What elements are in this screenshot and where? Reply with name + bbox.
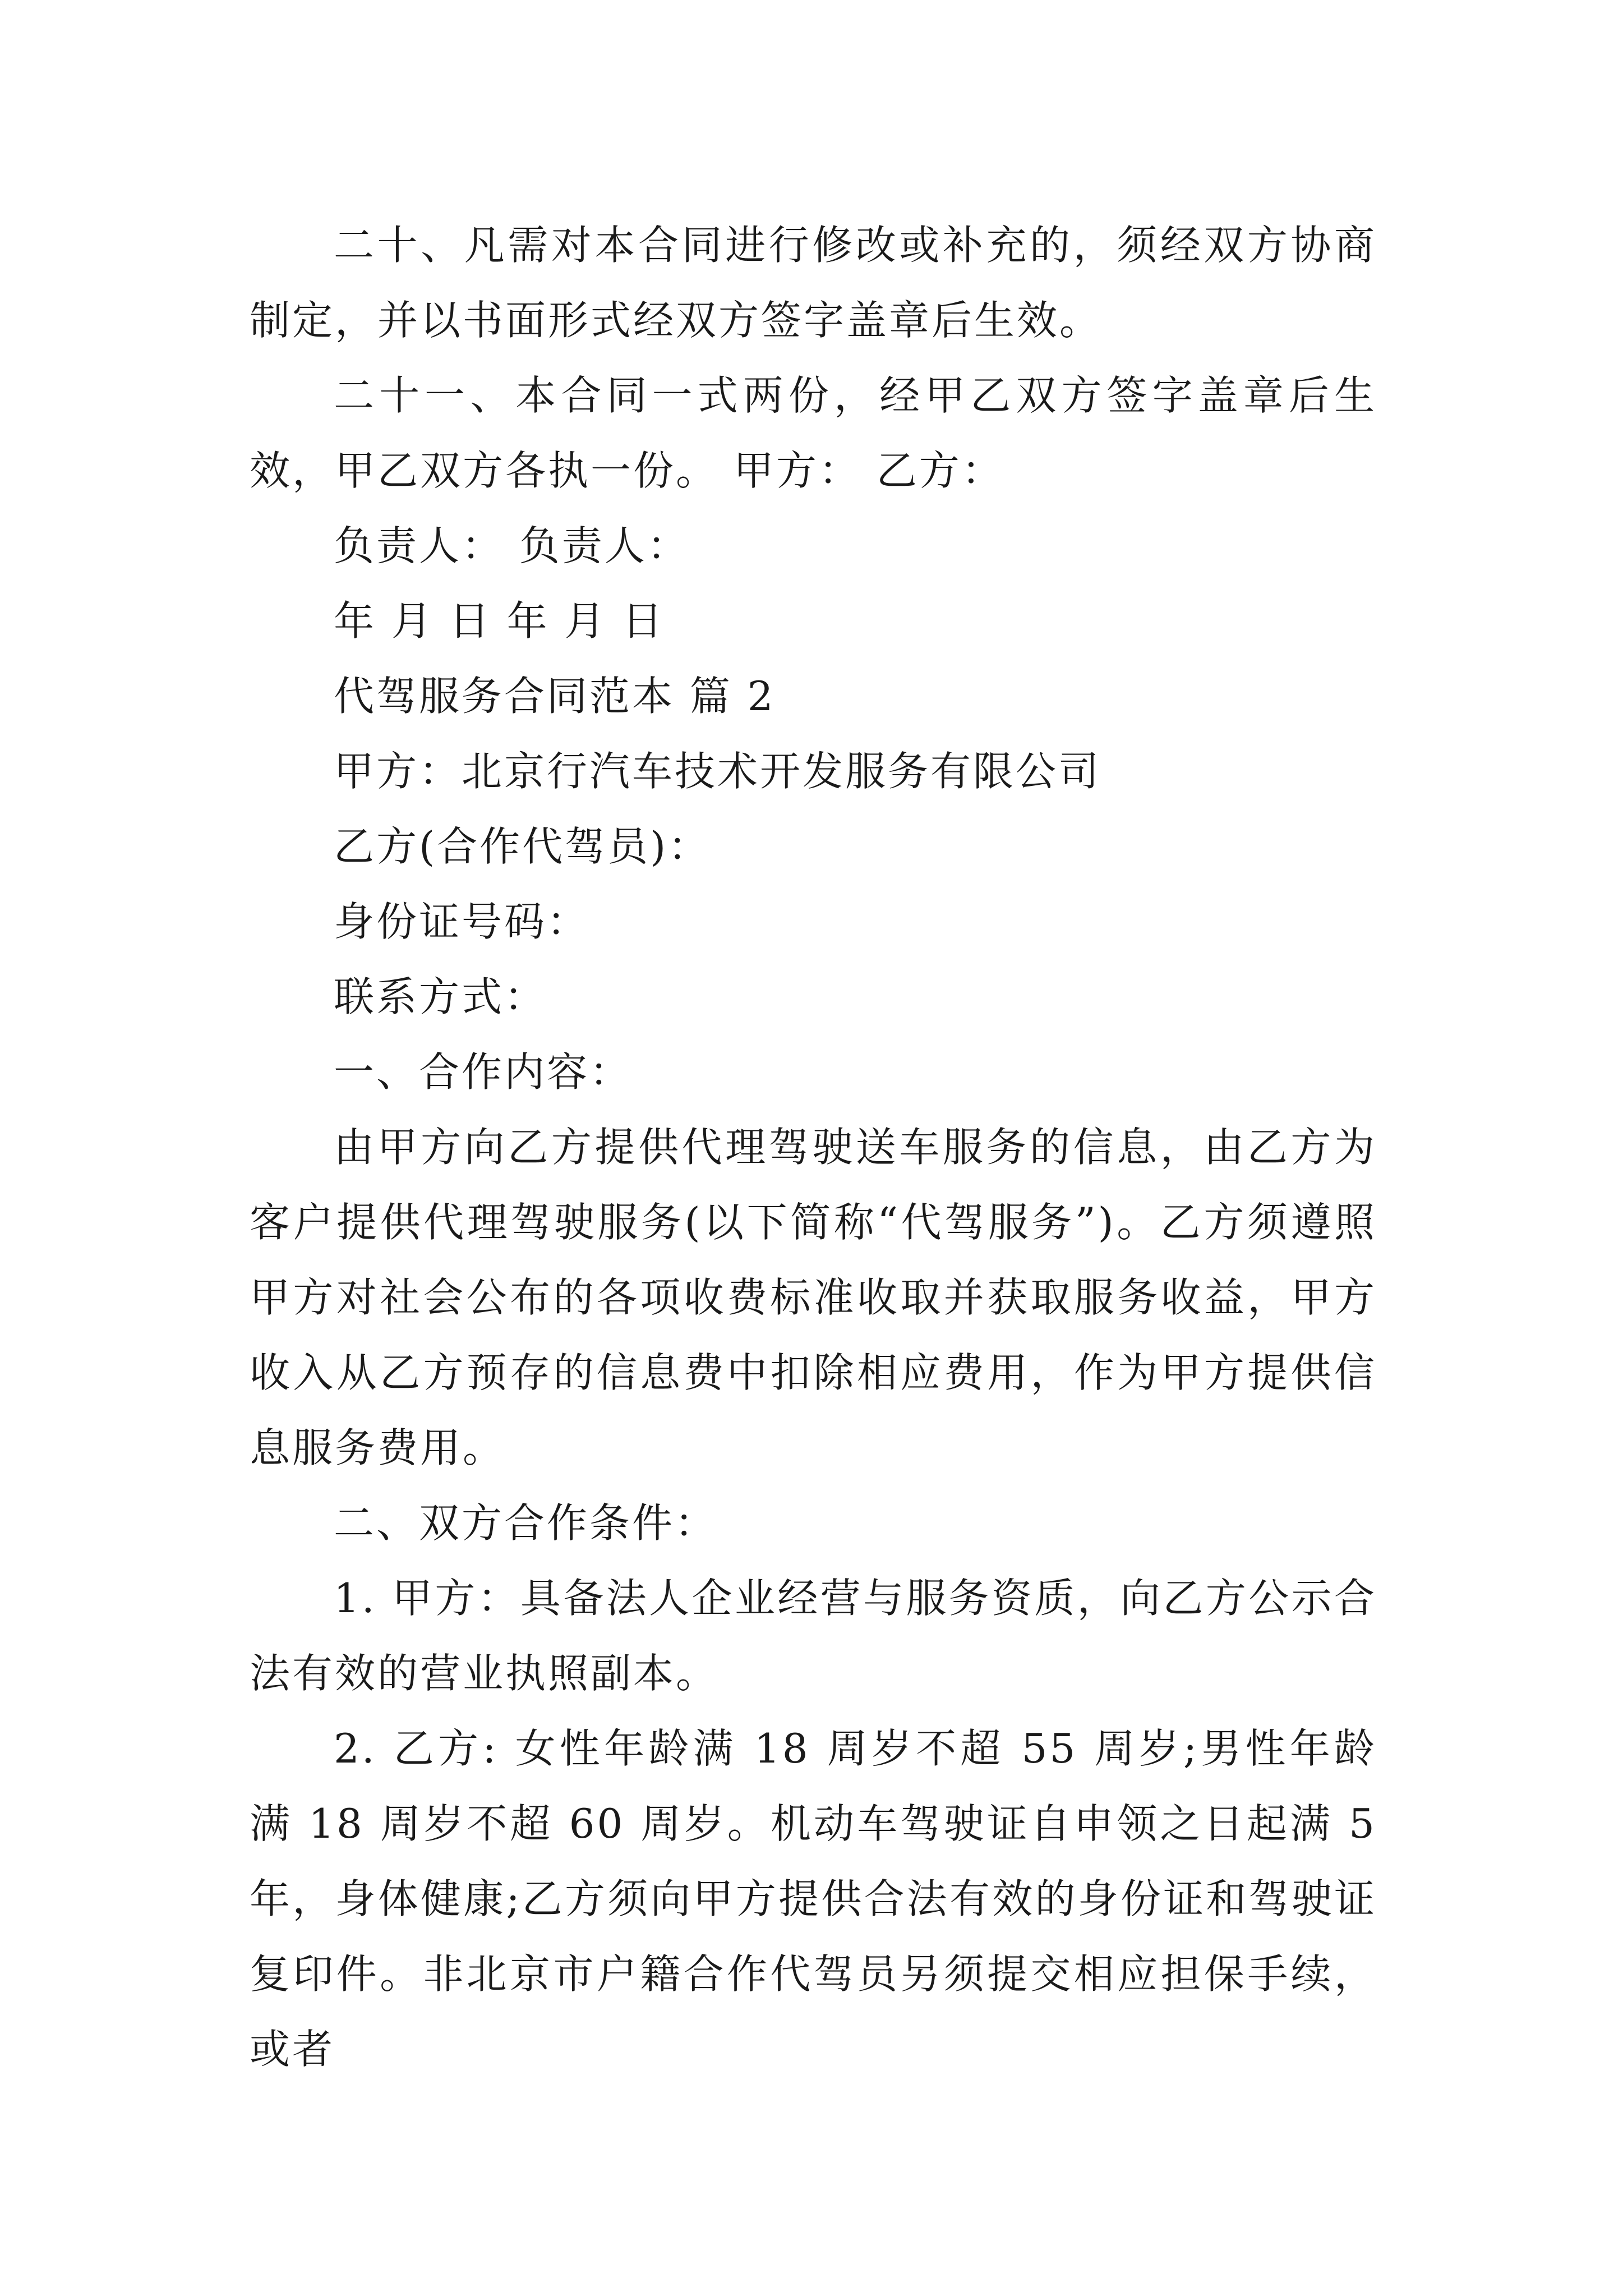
paragraph-party-a: 甲方：北京行汽车技术开发服务有限公司 <box>334 748 1101 795</box>
paragraph-contact: 联系方式： <box>334 973 547 1020</box>
section-title: 代驾服务合同范本 篇 2 <box>334 673 776 720</box>
paragraph-clause-20: 二十、凡需对本合同进行修改或补充的，须经双方协商制定，并以书面形式经双方签字盖章后生效。 <box>250 222 1377 344</box>
paragraph-party-b: 乙方(合作代驾员)： <box>334 823 711 870</box>
paragraph-condition-party-a: 1. 甲方：具备法人企业经营与服务资质，向乙方公示合法有效的营业执照副本。 <box>250 1575 1377 1697</box>
paragraph-signatories: 负责人： 负责人： <box>334 522 690 569</box>
paragraph-dates: 年 月 日 年 月 日 <box>334 597 665 645</box>
paragraph-id-number: 身份证号码： <box>334 898 590 945</box>
heading-cooperation-content: 一、合作内容： <box>334 1048 633 1096</box>
document-body <box>250 208 1377 2087</box>
paragraph-cooperation-content: 由甲方向乙方提供代理驾驶送车服务的信息，由乙方为客户提供代理驾驶服务(以下简称“代驾服务”)。乙方须遵照甲方对社会公布的各项收费标准收取并获取服务收益，甲方收入从乙方预存的信息费中扣除相应费用，作为甲方提供信息服务费用。 <box>250 1124 1377 1471</box>
heading-cooperation-conditions: 二、双方合作条件： <box>334 1499 718 1547</box>
paragraph-condition-party-b: 2. 乙方: 女性年龄满 18 周岁不超 55 周岁;男性年龄满 18 周岁不超 60 周岁。机动车驾驶证自申领之日起满 5 年，身体健康;乙方须向甲方提供合法有效的身份证和驾驶证复印件。非北京市户籍合作代驾员另须提交相应担保手续，或者 <box>250 1725 1377 2073</box>
paragraph-clause-21: 二十一、本合同一式两份，经甲乙双方签字盖章后生效，甲乙双方各执一份。 甲方： 乙方： <box>250 372 1377 494</box>
